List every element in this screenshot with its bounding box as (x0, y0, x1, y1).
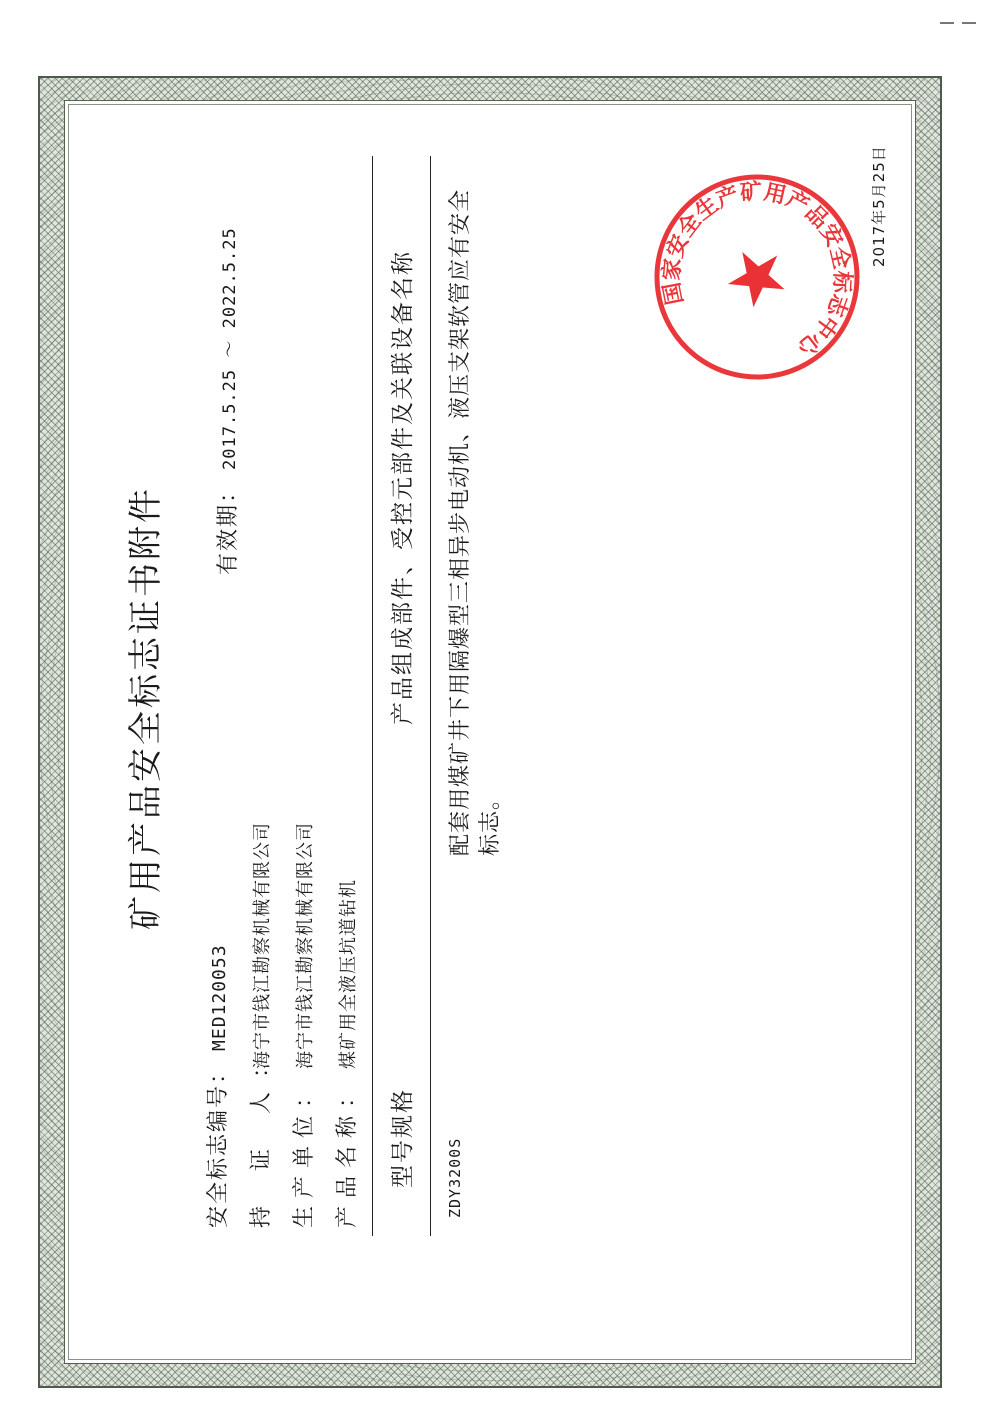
field-value: 煤矿用全液压坑道钻机 (338, 879, 359, 1069)
issue-date: 2017年5月25日 (870, 145, 888, 267)
field-label: 安全标志编号： (206, 1059, 231, 1228)
scan-mark (940, 22, 954, 24)
model-value: ZDY3200S (446, 1137, 464, 1218)
field-label: 生产单位： (292, 1077, 317, 1228)
field-label: 产品名称： (335, 1077, 360, 1228)
validity-label: 有效期： (216, 478, 241, 575)
field-safety-mark-number (208, 944, 230, 1228)
validity-period (218, 227, 240, 575)
field-product-name (337, 879, 359, 1228)
official-seal (652, 172, 862, 382)
section-model-header: 型号规格 (390, 1088, 416, 1188)
field-label: 持 证 人： (249, 1042, 274, 1228)
components-text-line2: 标志。 (478, 786, 503, 856)
field-manufacturer (294, 822, 316, 1228)
section-components-header: 产品组成部件、受控元部件及关联设备名称 (390, 250, 416, 725)
divider-line (430, 156, 431, 1236)
divider-line (372, 156, 373, 1236)
certificate-title: 矿用产品安全标志证书附件 (126, 486, 166, 930)
field-holder (251, 822, 273, 1228)
scan-mark (962, 22, 976, 24)
star-icon (718, 238, 794, 313)
components-text-line1: 配套用煤矿井下用隔爆型三相异步电动机、液压支架软管应有安全 (448, 188, 473, 856)
field-value: MED120053 (209, 944, 230, 1051)
svg-text:国家安全生产矿用产品安全标志中心: 国家安全生产矿用产品安全标志中心 (659, 179, 855, 361)
field-value: 海宁市钱江勘察机械有限公司 (295, 822, 316, 1069)
field-value: 海宁市钱江勘察机械有限公司 (252, 822, 273, 1069)
validity-value: 2017.5.25 ～ 2022.5.25 (220, 227, 240, 470)
